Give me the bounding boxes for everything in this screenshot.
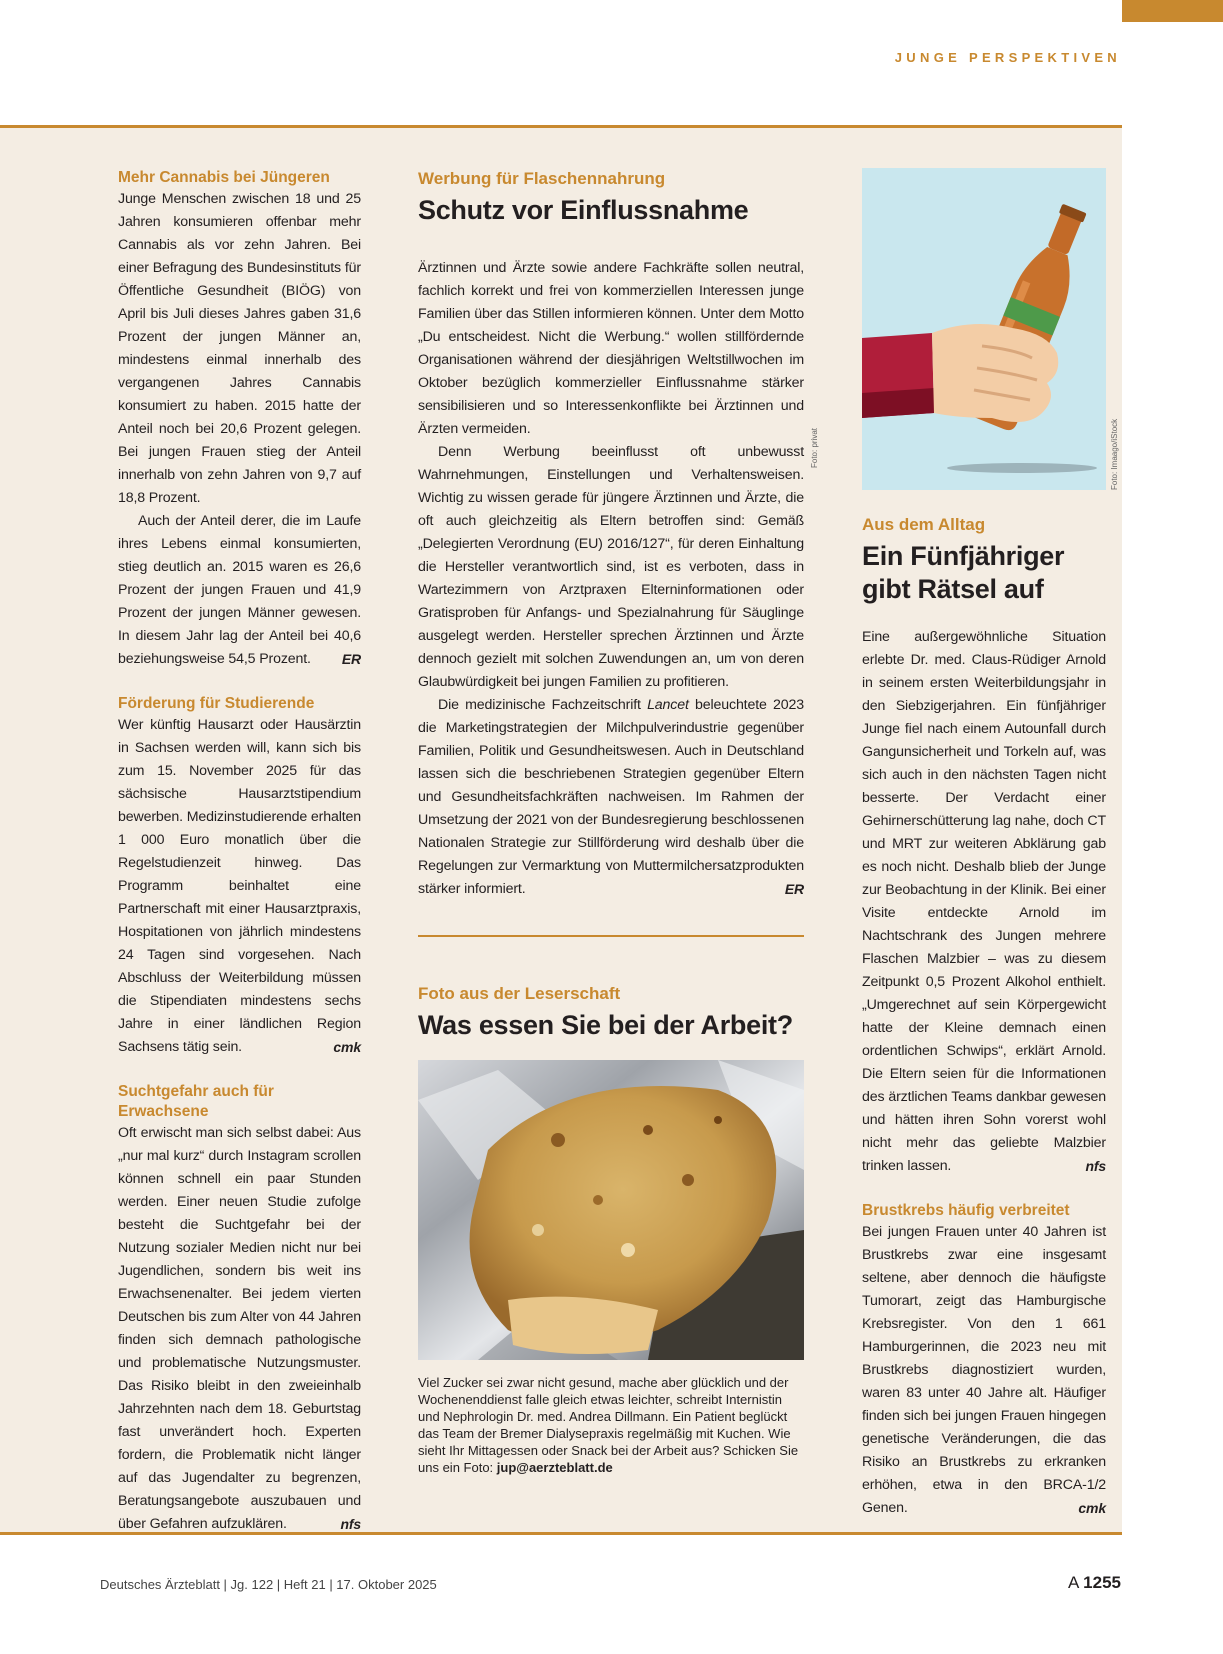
- illustration-credit: Foto: Imaago/iStock: [1110, 418, 1119, 490]
- contact-email[interactable]: jup@aerzteblatt.de: [496, 1460, 613, 1475]
- page-number: A 1255: [1068, 1573, 1121, 1592]
- werbung-kicker: Werbung für Flaschennahrung: [418, 169, 666, 188]
- footer-citation: Deutsches Ärzteblatt | Jg. 122 | Heft 21 | 17. Oktober 2025: [100, 1577, 437, 1592]
- photo-caption: Viel Zucker sei zwar nicht gesund, mache aber glücklich und der Wochenenddienst falle gleich etwas leichter, schreibt Internistin und Nephrologin Dr. med. Andrea Dillmann. Ein Patient beglückt das Team der Bremer Dialysepraxis regelmäßig mit Kuchen. Wie sieht Ihr Mittagessen oder Snack bei der Arbeit aus? Schicken Sie uns ein Foto: jup@aerzteblatt.de: [418, 1375, 799, 1475]
- foerderung-signature: cmk: [333, 1039, 361, 1055]
- cannabis-paragraph-2: Auch der Anteil derer, die im Laufe ihres Lebens einmal konsumierten, stieg deutlich an. 2015 waren es 26,6 Prozent der jungen Frauen und 41,9 Prozent der jungen Männer gewesen. In diesem Jahr lag der Anteil bei 40,6 beziehungsweise 54,5 Prozent. ER: [118, 510, 361, 671]
- corner-tab: [1122, 0, 1223, 22]
- right-column: [862, 168, 1119, 1520]
- werbung-headline: Schutz vor Einflussnahme: [418, 195, 749, 225]
- foto-kicker: Foto aus der Leserschaft: [418, 984, 621, 1003]
- alltag-kicker: Aus dem Alltag: [862, 515, 986, 534]
- foerderung-title: Förderung für Studierende: [118, 695, 315, 712]
- alltag-signature: nfs: [1085, 1158, 1106, 1174]
- cannabis-signature: ER: [341, 651, 361, 667]
- sucht-signature: nfs: [340, 1516, 361, 1532]
- cannabis-paragraph-1: Junge Menschen zwischen 18 und 25 Jahren konsumieren offenbar mehr Cannabis als vor zehn Jahren. Bei einer Befragung des Bundesinstituts für Öffentliche Gesundheit (BIÖG) von April bis Juli dieses Jahres gaben 31,6 Prozent der jungen Männer an, mindestens einmal innerhalb des vergangenen Jahres Cannabis konsumiert zu haben. 2015 hatte der Anteil noch bei 20,6 Prozent gelegen. Bei jungen Frauen stieg der Anteil innerhalb von zehn Jahren von 9,7 auf 18,8 Prozent.: [118, 191, 361, 506]
- cannabis-title: Mehr Cannabis bei Jüngeren: [118, 169, 330, 186]
- werbung-paragraph-1: Ärztinnen und Ärzte sowie andere Fachkräfte sollen neutral, fachlich korrekt und frei von kommerziellen Interessen junge Familien über das Stillen informieren können. Unter dem Motto „Du entscheidest. Nicht die Werbung.“ wollen stillfördernde Organisationen während der diesjährigen Weltstillwochen im Oktober bezüglich kommerzieller Einflussnahme stärker sensibilisieren und so Interessenkonflikte bei Ärztinnen und Ärzten vermeiden.: [418, 260, 804, 437]
- alltag-paragraph: Eine außergewöhnliche Situation erlebte Dr. med. Claus-Rüdiger Arnold in seinem ersten Weiterbildungsjahr in den Siebzigerjahren. Ein fünfjähriger Junge fiel nach einem Autounfall durch Gangunsicherheit und Torkeln auf, was sich auch in den nächsten Tagen nicht besserte. Der Verdacht einer Gehirnerschütterung lag nahe, doch CT und MRT zur weiteren Abklärung gab es noch nicht. Deshalb blieb der Junge zur Beobachtung in der Klinik. Bei einer Visite entdeckte Arnold im Nachtschrank des Jungen mehrere Flaschen Malzbier – was zu diesem Zeitpunkt 0,5 Prozent Alkohol enthielt. „Umgerechnet auf sein Körpergewicht hatte der Kleine demnach einen ordentlichen Schwips“, erklärt Arnold. Die Eltern seien für die Informationen des ärztlichen Teams dankbar gewesen und hätten ihren Sohn vorerst wohl nicht mehr das geliebte Malzbier trinken lassen. nfs: [862, 626, 1106, 1178]
- foerderung-paragraph: Wer künftig Hausarzt oder Hausärztin in Sachsen werden will, kann sich bis zum 15. November 2025 für das sächsische Hausarztstipendium bewerben. Medizinstudierende erhalten 1 000 Euro monatlich über die Regelstudienzeit hinweg. Das Programm beinhaltet eine Partnerschaft mit einer Hausarztpraxis, Hospitationen von jährlich mindestens 24 Tagen sind vorgesehen. Nach Abschluss der Weiterbildung müssen die Stipendiaten mindestens sechs Jahre in einer ländlichen Region Sachsens tätig sein. cmk: [118, 714, 361, 1059]
- content-panel: [0, 125, 1122, 1535]
- cake-photo: [418, 1060, 804, 1360]
- beer-illustration: [862, 168, 1106, 490]
- werbung-signature: ER: [784, 881, 804, 897]
- werbung-paragraph-2: Denn Werbung beeinflusst oft unbewusst Wahrnehmungen, Einstellungen und Verhaltensweisen. Wichtig zu wissen gerade für jüngere Ärztinnen und Ärzte, die oft auch gleichzeitig als Eltern betroffen sind: Gemäß „Delegierten Verordnung (EU) 2016/127“, für deren Einhaltung die Hersteller verantwortlich sind, ist es verboten, dass in Wartezimmern von Arztpraxen Elterninformationen oder Gratisproben für Anfangs- und Spezialnahrung für Säuglinge ausgelegt werden. Hersteller sprechen Ärztinnen und Ärzte dennoch gezielt mit solchen Zuwendungen an, um von deren Glaubwürdigkeit bei jungen Familien zu profitieren.: [418, 444, 804, 690]
- alltag-headline: Ein Fünfjähriger gibt Rätsel auf: [862, 541, 1065, 604]
- brustkrebs-paragraph: Bei jungen Frauen unter 40 Jahren ist Brustkrebs zwar eine insgesamt seltene, aber dennoch die häufigste Tumorart, zeigt das Hamburgische Krebsregister. Von den 1 661 Hamburgerinnen, die 2023 neu mit Brustkrebs diagnostiziert wurden, waren 83 unter 40 Jahre alt. Häufiger finden sich bei jungen Frauen hingegen genetische Veränderungen, die das Risiko an Brustkrebs zu erkranken erhöhen, etwa in den BRCA-1/2 Genen. cmk: [862, 1221, 1106, 1520]
- photo-credit: Foto: privat: [810, 427, 819, 468]
- section-label: JUNGE PERSPEKTIVEN: [894, 50, 1121, 65]
- werbung-paragraph-3: Die medizinische Fachzeitschrift Lancet beleuchtete 2023 die Marketingstrategien der Milchpulverindustrie gegenüber Familien, Politik und Gesundheitswesen. Auch in Deutschland lassen sich die beschriebenen Strategien gegenüber Eltern und Gesundheitsfachkräften nachweisen. Im Rahmen der Umsetzung der 2021 von der Bundesregierung beschlossenen Nationalen Strategie zur Stillförderung wird deshalb über die Regelungen zur Vermarktung von Muttermilchersatzprodukten stärker informiert. ER: [418, 694, 804, 901]
- left-column: [118, 168, 361, 1536]
- foto-headline: Was essen Sie bei der Arbeit?: [418, 1010, 793, 1040]
- sucht-paragraph: Oft erwischt man sich selbst dabei: Aus „nur mal kurz“ durch Instagram scrollen können schnell ein paar Stunden werden. Einer neuen Studie zufolge besteht die Suchtgefahr bei der Nutzung sozialer Medien nicht nur bei Jugendlichen, sondern bis weit ins Erwachsenenalter. Bei jedem vierten Deutschen bis zum Alter von 44 Jahren finden sich demnach pathologische und problematische Nutzungsmuster. Das Risiko bleibt in den zweieinhalb Jahrzehnten nach dem 18. Geburtstag fast unverändert hoch. Experten fordern, die Problematik nicht länger auf das Jugendalter zu begrenzen, Beratungsangebote auszubauen und über Gefahren aufzuklären. nfs: [118, 1122, 361, 1536]
- sucht-title: Suchtgefahr auch für Erwachsene: [118, 1083, 274, 1120]
- brustkrebs-title: Brustkrebs häufig verbreitet: [862, 1202, 1070, 1219]
- middle-column: [418, 168, 819, 1476]
- brustkrebs-signature: cmk: [1078, 1500, 1106, 1516]
